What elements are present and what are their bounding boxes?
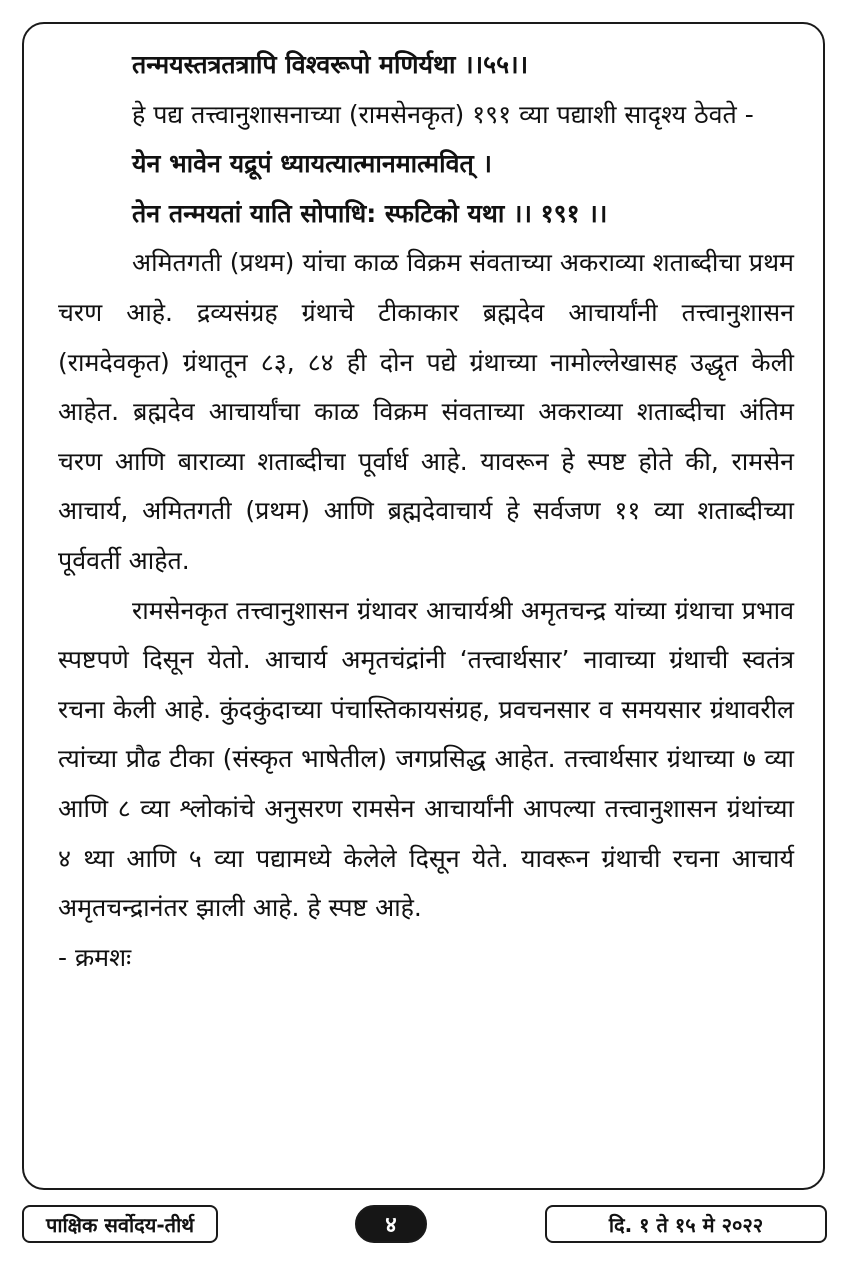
verse-line: तेन तन्मयतां याति सोपाधि: स्फटिको यथा ।। १९१ ।। — [132, 198, 608, 228]
page-number: ४ — [355, 1205, 427, 1243]
verse-line: तन्मयस्तत्रतत्रापि विश्वरूपो मणिर्यथा ।।५५।। — [132, 50, 529, 79]
paragraph: अमितगती (प्रथम) यांचा काळ विक्रम संवताच्या अकराव्या शताब्दीचा प्रथम चरण आहे. द्रव्यसंग्रह ग्रंथाचे टीकाकार ब्रह्मदेव आचार्यांनी तत्त्वानुशासन (रामदेवकृत) ग्रंथातून ८३, ८४ ही दोन पद्ये ग्रंथाच्या नामोल्लेखासह उद्धृत केली आहेत. ब्रह्मदेव आचार्यांचा काळ विक्रम संवताच्या अकराव्या शताब्दीचा अंतिम चरण आणि बाराव्या शताब्दीचा पूर्वार्ध आहे. यावरून हे स्पष्ट होते की, रामसेन आचार्य, अमितगती (प्रथम) आणि ब्रह्मदेवाचार्य हे सर्वजण ११ व्या शताब्दीच्या पूर्ववर्ती आहेत. — [58, 248, 794, 575]
continued-note: - क्रमशः — [58, 942, 132, 972]
paragraph: रामसेनकृत तत्त्वानुशासन ग्रंथावर आचार्यश्री अमृतचन्द्र यांच्या ग्रंथाचा प्रभाव स्पष्टपणे दिसून येतो. आचार्य अमृतचंद्रांनी ‘तत्त्वार्थसार’ नावाच्या ग्रंथाची स्वतंत्र रचना केली आहे. कुंदकुंदाच्या पंचास्तिकायसंग्रह, प्रवचनसार व समयसार ग्रंथावरील त्यांच्या प्रौढ टीका (संस्कृत भाषेतील) जगप्रसिद्ध आहेत. तत्त्वार्थसार ग्रंथाच्या ७ व्या आणि ८ व्या श्लोकांचे अनुसरण रामसेन आचार्यांनी आपल्या तत्त्वानुशासन ग्रंथांच्या ४ थ्या आणि ५ व्या पद्यामध्ये केलेले दिसून येते. यावरून ग्रंथाची रचना आचार्य अमृतचन्द्रानंतर झाली आहे. हे स्पष्ट आहे. — [58, 595, 794, 923]
paragraph: हे पद्य तत्त्वानुशासनाच्या (रामसेनकृत) १९१ व्या पद्याशी सादृश्य ठेवते - — [132, 99, 754, 129]
article-body — [58, 40, 794, 982]
publication-name: पाक्षिक सर्वोदय-तीर्थ — [22, 1205, 218, 1243]
issue-date: दि. १ ते १५ मे २०२२ — [545, 1205, 827, 1243]
verse-line: येन भावेन यद्रूपं ध्यायत्यात्मानमात्मवित् । — [132, 149, 492, 179]
